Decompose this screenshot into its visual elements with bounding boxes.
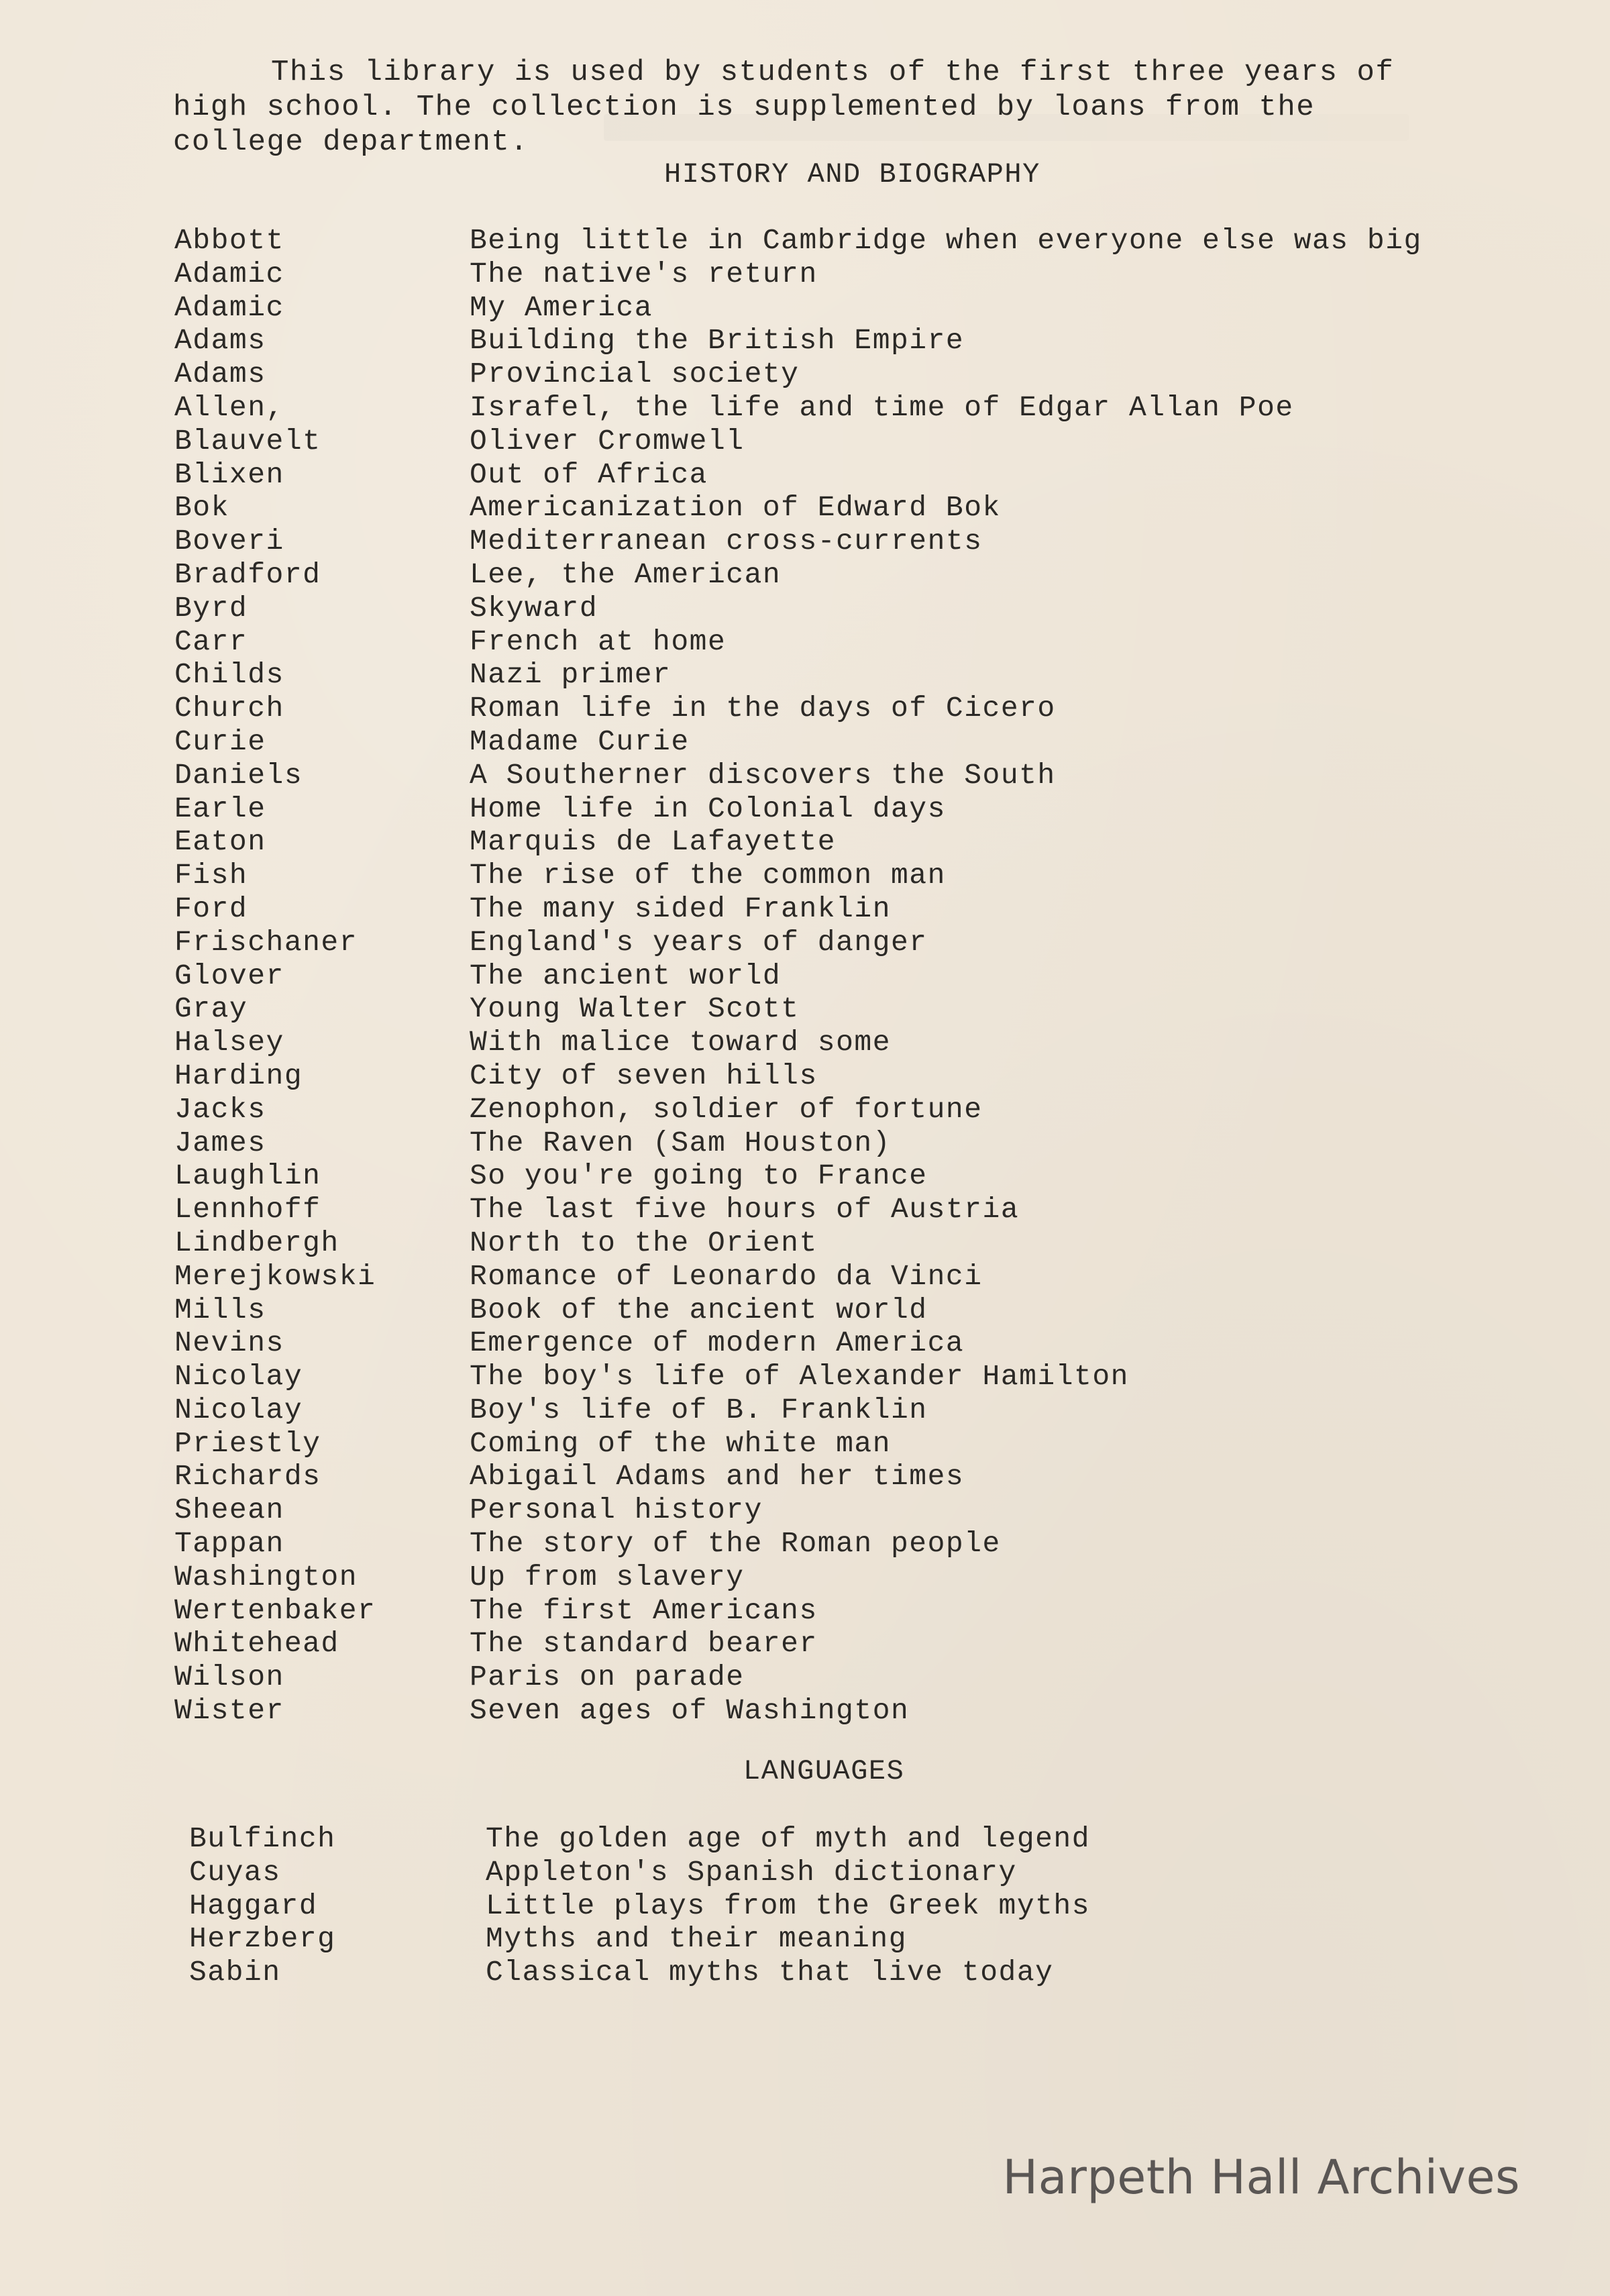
entry-title: North to the Orient <box>470 1226 818 1259</box>
list-item <box>174 1460 1516 1494</box>
entry-title: Roman life in the days of Cicero <box>470 692 1056 725</box>
entry-author: Nicolay <box>174 1360 303 1394</box>
list-item <box>174 1527 1516 1561</box>
intro-paragraph <box>173 20 1515 160</box>
entry-author: Nicolay <box>174 1393 303 1426</box>
entry-title: French at home <box>470 625 727 658</box>
entry-title: England's years of danger <box>470 925 928 959</box>
entry-author: Allen, <box>174 390 284 424</box>
list-item <box>174 224 1516 258</box>
entry-author: Haggard <box>189 1889 318 1922</box>
entry-title: Lee, the American <box>470 558 782 591</box>
entry-title: So you're going to France <box>470 1159 928 1193</box>
entry-title: Mediterranean cross-currents <box>470 525 983 558</box>
entry-author: Lennhoff <box>174 1193 321 1227</box>
entry-author: Abbott <box>174 224 284 257</box>
list-item <box>174 324 1516 358</box>
list-item <box>174 458 1516 492</box>
entry-author: Jacks <box>174 1092 266 1126</box>
entry-title: The last five hours of Austria <box>470 1193 1020 1227</box>
entry-author: Bulfinch <box>189 1822 336 1855</box>
list-item <box>174 725 1516 759</box>
list-item <box>174 859 1516 892</box>
list-item <box>174 1193 1516 1227</box>
entry-author: Childs <box>174 658 284 692</box>
list-item <box>174 1059 1516 1093</box>
entry-title: Being little in Cambridge when everyone else was big <box>470 224 1422 257</box>
entry-title: Skyward <box>470 591 598 625</box>
entry-title: Marquis de Lafayette <box>470 825 837 859</box>
list-item <box>174 391 1516 425</box>
entry-title: The story of the Roman people <box>470 1527 1001 1561</box>
entry-title: Book of the ancient world <box>470 1293 928 1326</box>
entry-author: Herzberg <box>189 1922 336 1956</box>
entry-author: Wertenbaker <box>174 1594 376 1627</box>
entry-author: Adams <box>174 358 266 391</box>
entry-author: Earle <box>174 792 266 825</box>
entry-author: Fish <box>174 859 248 892</box>
entry-title: The boy's life of Alexander Hamilton <box>470 1360 1129 1394</box>
entry-title: The golden age of myth and legend <box>486 1822 1091 1855</box>
entry-author: Harding <box>174 1059 303 1092</box>
intro-text: This library is used by students of the first three years of high school. The collection is supplemented by loans from the college department. <box>173 56 1395 159</box>
entry-author: Carr <box>174 625 248 658</box>
entry-author: Bradford <box>174 558 321 591</box>
entry-author: Church <box>174 692 284 725</box>
list-item <box>189 1822 1531 1856</box>
languages-list <box>189 1822 1531 1989</box>
list-item <box>174 792 1516 826</box>
list-item <box>174 1594 1516 1628</box>
list-item <box>174 1026 1516 1059</box>
entry-author: Richards <box>174 1460 321 1494</box>
list-item <box>174 1394 1516 1427</box>
list-item <box>174 1427 1516 1461</box>
history-biography-list <box>174 224 1516 1728</box>
entry-title: City of seven hills <box>470 1059 818 1092</box>
entry-author: Sabin <box>189 1956 281 1989</box>
entry-title: A Southerner discovers the South <box>470 758 1056 792</box>
list-item <box>174 1627 1516 1661</box>
entry-author: Eaton <box>174 825 266 859</box>
list-item <box>189 1856 1531 1889</box>
list-item <box>174 491 1516 525</box>
list-item <box>174 525 1516 558</box>
list-item <box>174 759 1516 792</box>
entry-author: Gray <box>174 992 248 1026</box>
list-item <box>189 1922 1531 1956</box>
entry-author: Lindbergh <box>174 1226 339 1259</box>
list-item <box>174 1127 1516 1160</box>
entry-author: Daniels <box>174 758 303 792</box>
entry-title: Romance of Leonardo da Vinci <box>470 1259 983 1293</box>
entry-title: Americanization of Edward Bok <box>470 491 1001 525</box>
entry-title: Coming of the white man <box>470 1426 891 1460</box>
entry-title: Boy's life of B. Franklin <box>470 1393 928 1426</box>
list-item <box>174 1494 1516 1527</box>
entry-title: Zenophon, soldier of fortune <box>470 1092 983 1126</box>
entry-author: Washington <box>174 1560 358 1594</box>
entry-title: Abigail Adams and her times <box>470 1460 965 1494</box>
entry-author: Blixen <box>174 458 284 491</box>
list-item <box>174 825 1516 859</box>
entry-title: Madame Curie <box>470 725 690 758</box>
list-item <box>174 892 1516 926</box>
list-item <box>174 992 1516 1026</box>
list-item <box>174 625 1516 659</box>
entry-title: My America <box>470 291 653 324</box>
list-item <box>174 1694 1516 1728</box>
entry-title: Myths and their meaning <box>486 1922 907 1956</box>
archive-watermark: Harpeth Hall Archives <box>1002 2150 1520 2205</box>
entry-title: The standard bearer <box>470 1627 818 1661</box>
entry-title: Classical myths that live today <box>486 1956 1054 1989</box>
entry-title: With malice toward some <box>470 1026 891 1059</box>
list-item <box>174 358 1516 391</box>
entry-title: Seven ages of Washington <box>470 1694 910 1728</box>
entry-author: James <box>174 1126 266 1159</box>
entry-title: Up from slavery <box>470 1560 745 1594</box>
entry-author: Boveri <box>174 525 284 558</box>
entry-title: Paris on parade <box>470 1661 745 1694</box>
entry-author: Mills <box>174 1293 266 1326</box>
entry-title: The native's return <box>470 257 818 291</box>
list-item <box>174 1294 1516 1327</box>
list-item <box>174 1159 1516 1193</box>
entry-title: The Raven (Sam Houston) <box>470 1126 891 1159</box>
entry-author: Blauvelt <box>174 424 321 458</box>
entry-title: Little plays from the Greek myths <box>486 1889 1091 1922</box>
list-item <box>189 1889 1531 1923</box>
entry-title: Personal history <box>470 1494 763 1527</box>
entry-title: Building the British Empire <box>470 324 965 358</box>
entry-author: Wilson <box>174 1661 284 1694</box>
list-item <box>174 1227 1516 1260</box>
entry-author: Byrd <box>174 591 248 625</box>
list-item <box>174 558 1516 592</box>
entry-author: Bok <box>174 491 229 525</box>
entry-author: Frischaner <box>174 925 358 959</box>
list-item <box>174 1093 1516 1127</box>
list-item <box>174 1360 1516 1394</box>
list-item <box>174 291 1516 325</box>
list-item <box>189 1956 1531 1989</box>
list-item <box>174 1561 1516 1594</box>
entry-author: Curie <box>174 725 266 758</box>
list-item <box>174 692 1516 725</box>
entry-title: Emergence of modern America <box>470 1326 965 1360</box>
list-item <box>174 1326 1516 1360</box>
list-item <box>174 926 1516 959</box>
entry-author: Priestly <box>174 1426 321 1460</box>
entry-author: Laughlin <box>174 1159 321 1193</box>
list-item <box>174 1661 1516 1694</box>
entry-title: Nazi primer <box>470 658 672 692</box>
list-item <box>174 258 1516 291</box>
section-heading-history: HISTORY AND BIOGRAPHY <box>664 158 1040 191</box>
section-heading-languages: LANGUAGES <box>743 1755 905 1787</box>
entry-title: Home life in Colonial days <box>470 792 946 825</box>
entry-author: Adams <box>174 324 266 358</box>
entry-author: Whitehead <box>174 1627 339 1661</box>
entry-author: Tappan <box>174 1527 284 1561</box>
entry-title: Oliver Cromwell <box>470 424 745 458</box>
entry-title: Young Walter Scott <box>470 992 800 1026</box>
entry-author: Nevins <box>174 1326 284 1360</box>
entry-title: The many sided Franklin <box>470 892 891 925</box>
list-item <box>174 1260 1516 1294</box>
entry-author: Halsey <box>174 1026 284 1059</box>
entry-author: Merejkowski <box>174 1259 376 1293</box>
list-item <box>174 658 1516 692</box>
list-item <box>174 959 1516 993</box>
entry-title: The first Americans <box>470 1594 818 1627</box>
entry-title: The rise of the common man <box>470 859 946 892</box>
entry-author: Adamic <box>174 291 284 324</box>
entry-title: Appleton's Spanish dictionary <box>486 1855 1017 1889</box>
list-item <box>174 592 1516 625</box>
list-item <box>174 425 1516 458</box>
entry-author: Glover <box>174 959 284 992</box>
entry-author: Adamic <box>174 257 284 291</box>
entry-title: Israfel, the life and time of Edgar Allan Poe <box>470 390 1294 424</box>
entry-title: Out of Africa <box>470 458 708 491</box>
entry-author: Sheean <box>174 1494 284 1527</box>
entry-author: Cuyas <box>189 1855 281 1889</box>
entry-title: The ancient world <box>470 959 782 992</box>
entry-author: Ford <box>174 892 248 925</box>
entry-author: Wister <box>174 1694 284 1728</box>
entry-title: Provincial society <box>470 358 800 391</box>
